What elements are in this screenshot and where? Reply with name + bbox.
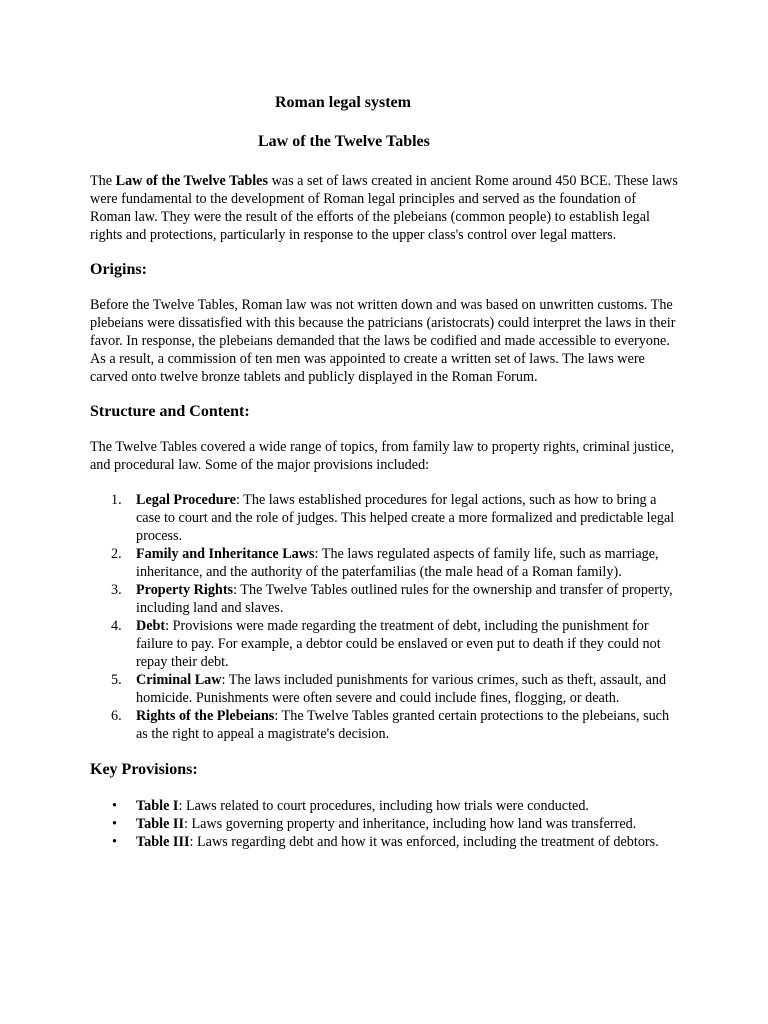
list-item [90, 797, 680, 815]
list-item-term: Table III [136, 834, 190, 850]
provisions-list [90, 491, 680, 743]
intro-bold-term: Law of the Twelve Tables [115, 173, 269, 189]
list-item [90, 815, 680, 833]
list-item [90, 545, 680, 581]
intro-text: was a set of laws created in ancient Rome around 450 BCE. These laws were fundamental to the development of Roman legal principles and served as the foundation of Roman law. They were the result of the efforts of the plebeians (common people) to establish legal rights and protections, particularly in response to the upper class's control over legal matters. [90, 173, 678, 243]
document-subtitle: Law of the Twelve Tables [258, 133, 430, 150]
origins-paragraph: Before the Twelve Tables, Roman law was not written down and was based on unwritten customs. The plebeians were dissatisfied with this because the patricians (aristocrats) could interpret the laws in their favor. In response, the plebeians demanded that the laws be codified and made accessible to everyone. As a result, a commission of ten men was appointed to create a written set of laws. The laws were carved onto twelve bronze tablets and publicly displayed in the Roman Forum. [90, 297, 676, 385]
list-item-text: : Laws regarding debt and how it was enforced, including the treatment of debtors. [189, 834, 659, 850]
key-provisions-heading: Key Provisions: [90, 761, 198, 778]
list-item-text: : Provisions were made regarding the treatment of debt, including the punishment for failure to pay. For example, a debtor could be enslaved or even put to death if they could not repay their debt. [136, 618, 661, 670]
list-item-term: Rights of the Plebeians [136, 708, 275, 724]
list-number: 2. [111, 546, 122, 562]
list-number: 5. [111, 672, 122, 688]
list-item-term: Debt [136, 618, 166, 634]
list-item-term: Legal Procedure [136, 492, 236, 508]
bullet-icon: • [112, 798, 117, 814]
list-item-text: : Laws related to court procedures, including how trials were conducted. [178, 798, 589, 814]
origins-heading: Origins: [90, 261, 147, 278]
list-item-text: : The Twelve Tables outlined rules for the ownership and transfer of property, including land and slaves. [136, 582, 673, 616]
list-item-term: Property Rights [136, 582, 234, 598]
list-item-text: : The Twelve Tables granted certain protections to the plebeians, such as the right to appeal a magistrate's decision. [136, 708, 670, 742]
intro-paragraph [90, 172, 680, 244]
list-item [90, 617, 680, 671]
list-item [90, 581, 680, 617]
list-item-term: Table I [136, 798, 179, 814]
document-page [90, 92, 680, 851]
list-number: 6. [111, 708, 122, 724]
bullet-icon: • [112, 834, 117, 850]
list-item [90, 671, 680, 707]
list-number: 4. [111, 618, 122, 634]
list-number: 3. [111, 582, 122, 598]
list-item [90, 833, 680, 851]
intro-prefix: The [90, 173, 116, 189]
list-item [90, 707, 680, 743]
list-number: 1. [111, 492, 122, 508]
list-item-term: Table II [136, 816, 184, 832]
list-item-text: : The laws included punishments for various crimes, such as theft, assault, and homicide. Punishments were often severe and could include fines, flogging, or death. [136, 672, 667, 706]
bullet-icon: • [112, 816, 117, 832]
list-item-text: : Laws governing property and inheritance, including how land was transferred. [183, 816, 637, 832]
structure-paragraph: The Twelve Tables covered a wide range of topics, from family law to property rights, criminal justice, and procedural law. Some of the major provisions included: [90, 439, 675, 473]
list-item-text: : The laws established procedures for legal actions, such as how to bring a case to court and the role of judges. This helped create a more formalized and predictable legal process. [136, 492, 675, 544]
list-item-term: Criminal Law [136, 672, 222, 688]
document-title: Roman legal system [275, 94, 411, 111]
structure-heading: Structure and Content: [90, 403, 250, 420]
list-item-term: Family and Inheritance Laws [136, 546, 315, 562]
list-item-text: : The laws regulated aspects of family life, such as marriage, inheritance, and the authority of the paterfamilias (the male head of a Roman family). [136, 546, 659, 580]
list-item [90, 491, 680, 545]
key-provisions-list [90, 797, 680, 851]
